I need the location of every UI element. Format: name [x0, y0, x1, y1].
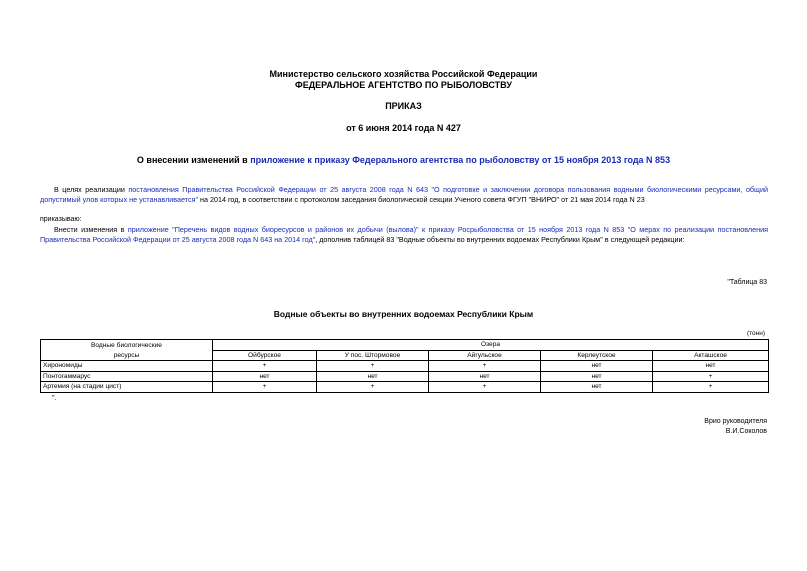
table-cell: + [653, 371, 769, 382]
table-cell: нет [541, 371, 653, 382]
table-cell: нет [213, 371, 317, 382]
table-row [41, 382, 769, 393]
signature-position: Врио руководителя [704, 418, 767, 425]
table-header-row-2 [41, 350, 769, 361]
row-name: Понтогаммарус [41, 371, 213, 382]
lake-header: Керлеутское [541, 350, 653, 361]
table-cell: + [317, 382, 429, 393]
resources-header: Водные биологические [41, 340, 213, 351]
preamble-suffix: на 2014 год, в соответствии с протоколом заседания биологической секции Ученого совета ФГУП "ВНИРО" от 21 мая 2014 года N 23 [198, 195, 645, 204]
table-cell: нет [541, 361, 653, 372]
preamble-paragraph [40, 185, 768, 205]
preamble-prefix: В целях реализации [54, 185, 129, 194]
document-type: ПРИКАЗ [385, 101, 422, 111]
lake-header: Акташское [653, 350, 769, 361]
order-link[interactable]: приложение "Перечень видов водных биоресурсов и районов их добычи (вылова)" к приказу Росрыболовства от 15 ноября 2013 года N 853 "О мерах по реализации постановления Правительства Российской Федерации от 25 августа 2008 года N 643 на 2014 год" [40, 225, 768, 244]
order-prefix: Внести изменения в [54, 225, 128, 234]
order-suffix: , дополнив таблицей 83 "Водные объекты во внутренних водоемах Республики Крым" в следующей редакции: [315, 235, 685, 244]
lake-header: Ойбурское [213, 350, 317, 361]
order-word: приказываю: [40, 216, 82, 223]
order-paragraph [40, 225, 768, 245]
table-row [41, 371, 769, 382]
table-cell: нет [541, 382, 653, 393]
ministry-name: Министерство сельского хозяйства Российской Федерации [269, 69, 538, 79]
table-reference: "Таблица 83 [727, 279, 767, 286]
signature-name: В.И.Соколов [725, 428, 767, 435]
row-name: Артемия (на стадии цист) [41, 382, 213, 393]
table-cell: нет [429, 371, 541, 382]
preamble-link[interactable]: постановления Правительства Российской Федерации от 25 августа 2008 года N 643 "О подготовке и заключении договора пользования водными биологическими ресурсами, общий допустимый улов которых не устанавливается" [40, 185, 768, 204]
document-date-number: от 6 июня 2014 года N 427 [346, 123, 461, 133]
lake-header: Айгульское [429, 350, 541, 361]
agency-name: ФЕДЕРАЛЬНОЕ АГЕНТСТВО ПО РЫБОЛОВСТВУ [295, 80, 512, 90]
table-cell: нет [317, 371, 429, 382]
table-row [41, 361, 769, 372]
table-cell: нет [653, 361, 769, 372]
lake-header: У пос. Штормовое [317, 350, 429, 361]
title-link[interactable]: приложение к приказу Федерального агентства по рыболовству от 15 ноября 2013 года N 853 [250, 155, 671, 165]
table-cell: + [213, 382, 317, 393]
table-title: Водные объекты во внутренних водоемах Республики Крым [273, 309, 534, 319]
closing-quote: ". [52, 395, 57, 402]
lakes-group-header: Озера [213, 340, 769, 351]
table-cell: + [213, 361, 317, 372]
table-cell: + [429, 382, 541, 393]
table-cell: + [317, 361, 429, 372]
catch-table [40, 339, 769, 393]
row-name: Хирономиды [41, 361, 213, 372]
table-cell: + [653, 382, 769, 393]
document-title [0, 155, 807, 166]
table-units: (тонн) [746, 330, 765, 337]
table-header-row-1 [41, 340, 769, 351]
resources-header-cont: ресурсы [41, 350, 213, 361]
table-cell: + [429, 361, 541, 372]
title-prefix: О внесении изменений в [136, 155, 251, 165]
